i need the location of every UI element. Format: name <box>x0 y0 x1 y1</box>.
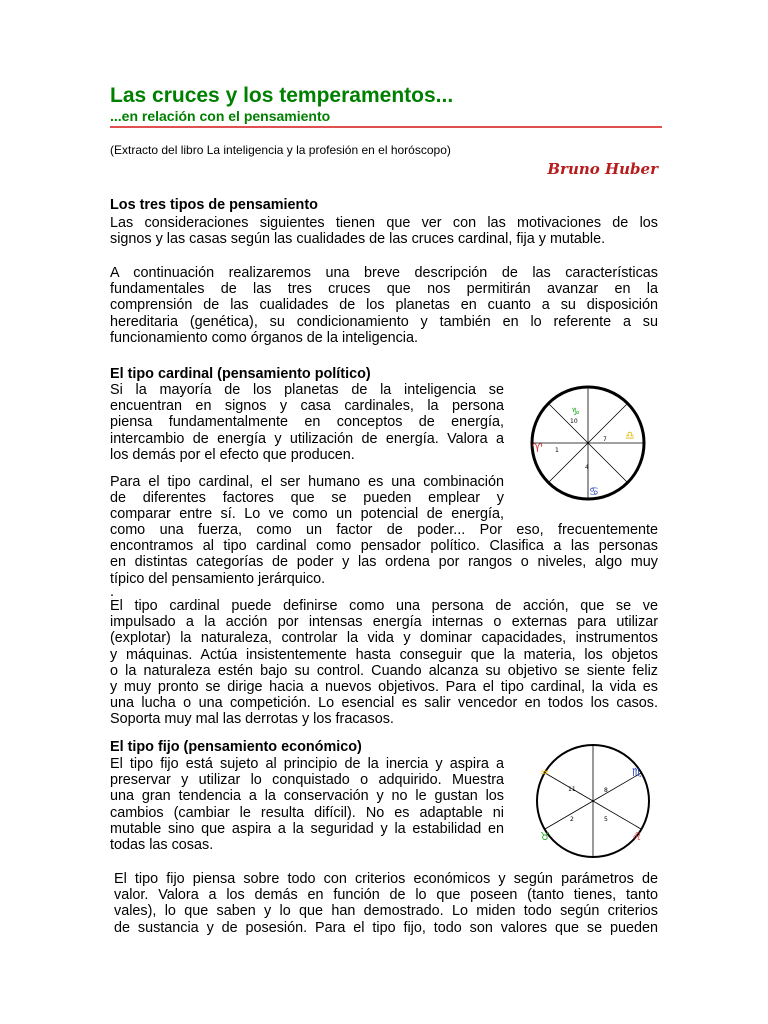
text-line: comparar entre sí. Lo ve como un potencial de energía, <box>110 506 504 523</box>
text-line: una gran tendencia a la conservación y no le gustan los <box>110 788 504 805</box>
text-line: como una fuerza, como un factor de poder... Por eso, frecuentemente <box>110 522 658 538</box>
section-heading-fijo: El tipo fijo (pensamiento económico) <box>110 739 362 755</box>
document-subtitle: ...en relación con el pensamiento <box>110 108 331 124</box>
house-number-7: 7 <box>603 436 607 443</box>
house-number-8: 8 <box>604 787 608 794</box>
aquarius-glyph-icon: ♒ <box>540 768 549 779</box>
text-line: Las consideraciones siguientes tienen que ver con las motivaciones de los <box>110 215 658 231</box>
text-line: encuentran en signos y casa cardinales, la persona <box>110 398 504 415</box>
house-number-11: 11 <box>568 786 576 793</box>
text-line: impulsado a la acción por intensas energía internas o externas para utilizar <box>110 614 658 631</box>
text-line: El tipo cardinal puede definirse como una persona de acción, que se ve <box>110 598 658 614</box>
text-line: valor. Valora a los demás en función de lo que poseen (tanto tienes, tanto <box>114 887 658 904</box>
text-line: todas las cosas. <box>110 836 214 853</box>
text-line: hereditaria (genética), su condicionamiento y también en lo referente a su <box>110 313 658 330</box>
house-number-1: 1 <box>555 447 559 454</box>
paragraph <box>110 265 658 346</box>
text-line: de diferentes factores que se pueden emplear y <box>110 490 504 507</box>
fixed-chart-wheel-icon <box>520 740 666 862</box>
text-line: o la naturaleza estén bajo su control. Cuando alcanza su objetivo se siente feliz <box>110 662 658 679</box>
text-line: piensa fundamentalmente en conceptos de energía, <box>110 414 504 431</box>
text-line: cambios (cambiar le resulta difícil). No es adaptable ni <box>110 804 504 821</box>
author-signature: Bruno Huber <box>547 160 658 178</box>
text-line: vales), lo que saben y lo que han demostrado. Lo miden todo según criterios <box>114 903 658 920</box>
text-line: A continuación realizaremos una breve descripción de las características <box>110 265 658 281</box>
section-heading-cardinal: El tipo cardinal (pensamiento político) <box>110 366 371 382</box>
paragraph <box>110 522 658 587</box>
cardinal-chart-wheel-icon <box>515 383 661 503</box>
text-line: y muy pronto se dirige hacia a nuevos objetivos. Para el tipo cardinal, la vida es <box>110 678 658 695</box>
text-line: encontramos al tipo cardinal como pensador político. Clasifica a las personas <box>110 538 658 555</box>
source-note: (Extracto del libro La inteligencia y la profesión en el horóscopo) <box>110 143 451 157</box>
text-line: comprensión de las cualidades de los planetas en cuanto a su disposición <box>110 297 658 314</box>
paragraph <box>114 871 658 936</box>
text-line: y máquinas. Actúa insistentemente hasta conseguir que la materia, los objetos <box>110 646 658 663</box>
text-line: (explotar) la naturaleza, controlar la vida y dominar capacidades, instrumentos <box>110 630 658 647</box>
title-divider <box>110 126 662 128</box>
house-number-5: 5 <box>604 816 608 823</box>
text-line: intercambio de energía y utilización de energía. Valora a <box>110 430 504 447</box>
text-line: fundamentales de las tres cruces que nos permitirán avanzar en la <box>110 281 658 298</box>
text-line: de sustancia y de posesión. Para el tipo fijo, todo son valores que se pueden <box>114 919 658 936</box>
text-line: El tipo fijo piensa sobre todo con criterios económicos y según parámetros de <box>114 871 658 887</box>
paragraph <box>110 215 658 247</box>
paragraph <box>110 756 504 853</box>
house-number-10: 10 <box>570 418 578 425</box>
house-number-2: 2 <box>570 816 574 823</box>
leo-glyph-icon: ♌ <box>632 830 642 843</box>
paragraph <box>110 474 504 523</box>
section-heading-tres-tipos: Los tres tipos de pensamiento <box>110 197 318 213</box>
text-line: preservar y utilizar lo conquistado o adquirido. Muestra <box>110 772 504 789</box>
text-line: mutable sino que aspira a la seguridad y la estabilidad en <box>110 820 504 837</box>
paragraph <box>110 598 658 728</box>
text-line: funcionamiento como órganos de la inteligencia. <box>110 329 418 346</box>
text-line: Si la mayoría de los planetas de la inteligencia se <box>110 382 504 398</box>
text-line: típico del pensamiento jerárquico. <box>110 570 326 587</box>
taurus-glyph-icon: ♉ <box>540 830 550 843</box>
house-number-4: 4 <box>585 464 589 471</box>
text-line: signos y las casas según las cualidades de las cruces cardinal, fija y mutable. <box>110 231 606 248</box>
scorpio-glyph-icon: ♏ <box>632 766 642 779</box>
separator-dot: . <box>110 584 114 600</box>
text-line: El tipo fijo está sujeto al principio de la inercia y aspira a <box>110 756 504 772</box>
capricorn-glyph-icon: ♑ <box>571 407 580 418</box>
paragraph <box>110 382 504 463</box>
text-line: una lucha o una competición. Lo esencial es salir vencedor en todos los casos. <box>110 695 658 712</box>
text-line: Para el tipo cardinal, el ser humano es una combinación <box>110 474 504 490</box>
libra-glyph-icon: ♎ <box>625 429 635 442</box>
document-title: Las cruces y los temperamentos... <box>110 84 454 107</box>
aries-glyph-icon: ♈ <box>532 441 543 455</box>
text-line: Soporta muy mal las derrotas y los fracasos. <box>110 711 394 728</box>
text-line: en distintas categorías de poder y las ordena por rangos o niveles, algo muy <box>110 554 658 571</box>
cancer-glyph-icon: ♋ <box>589 485 599 498</box>
text-line: los demás por el efecto que producen. <box>110 446 355 463</box>
